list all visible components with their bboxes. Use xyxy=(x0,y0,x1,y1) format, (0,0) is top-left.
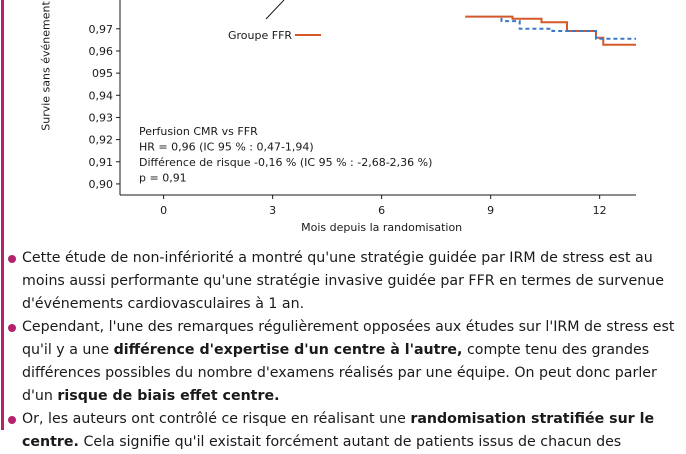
y-tick-label: 0,96 xyxy=(88,44,113,58)
x-tick-label: 3 xyxy=(269,204,277,217)
bullet-list xyxy=(8,247,684,454)
y-tick-label: 0,97 xyxy=(88,22,113,36)
y-tick-label: 0,92 xyxy=(88,133,113,147)
bullet-item-3 xyxy=(8,408,684,454)
legend-label: Groupe FFR xyxy=(228,29,293,42)
bullet-3-bold-a: randomisation stratifiée sur le centre. xyxy=(22,411,655,450)
y-axis-title: Survie sans événement xyxy=(39,1,53,131)
legend-leader-line xyxy=(266,0,284,19)
x-tick-label: 9 xyxy=(487,204,495,217)
series-line-ffr xyxy=(465,17,636,45)
y-tick-label: 0,90 xyxy=(88,177,113,191)
x-tick-label: 12 xyxy=(592,204,607,217)
series-line-cmr xyxy=(502,18,637,39)
stat-annotation-line: Différence de risque -0,16 % (IC 95 % : -2,68-2,36 %) xyxy=(139,156,433,169)
y-tick-label: 0,93 xyxy=(88,111,113,125)
bullet-2-bold-a: différence d'expertise d'un centre à l'autre, xyxy=(113,342,463,358)
y-tick-label: 095 xyxy=(92,67,113,81)
y-tick-label: 0,91 xyxy=(88,155,113,169)
x-axis-title: Mois depuis la randomisation xyxy=(301,221,463,234)
bullet-2-text-a: Cependant, l'une des remarques régulièrement opposées aux études sur l'IRM de stress est qu'il y a une xyxy=(22,319,675,358)
x-tick-label: 0 xyxy=(160,204,168,217)
y-tick-label: 0,94 xyxy=(88,89,113,103)
stat-annotation-line: p = 0,91 xyxy=(139,171,187,185)
x-tick-label: 6 xyxy=(378,204,386,217)
bullet-2-bold-b: risque de biais effet centre. xyxy=(57,388,280,404)
bullet-3-text-b: Cela signifie qu'il existait forcément autant de patients issus de chacun des xyxy=(78,434,622,450)
stat-annotation-line: Perfusion CMR vs FFR xyxy=(139,125,258,138)
bullet-dot-icon xyxy=(8,255,16,263)
bullet-dot-icon xyxy=(8,416,16,424)
bullet-item-1 xyxy=(8,247,684,316)
bullet-1-text: Cette étude de non-infériorité a montré qu'une stratégie guidée par IRM de stress est au moins aussi performante qu'une stratégie invasive guidée par FFR en termes de survenue d'événements cardiovasculaires à 1 an. xyxy=(22,250,664,312)
bullet-dot-icon xyxy=(8,324,16,332)
stat-annotation-line: HR = 0,96 (IC 95 % : 0,47-1,94) xyxy=(139,140,314,154)
bullet-item-2 xyxy=(8,316,684,408)
bullet-2-text-b: compte tenu des grandes différences possibles du nombre d'examens réalisés par une équipe. On peut donc parler d'un xyxy=(22,342,657,404)
bullet-3-text-a: Or, les auteurs ont contrôlé ce risque en réalisant une xyxy=(22,411,411,427)
